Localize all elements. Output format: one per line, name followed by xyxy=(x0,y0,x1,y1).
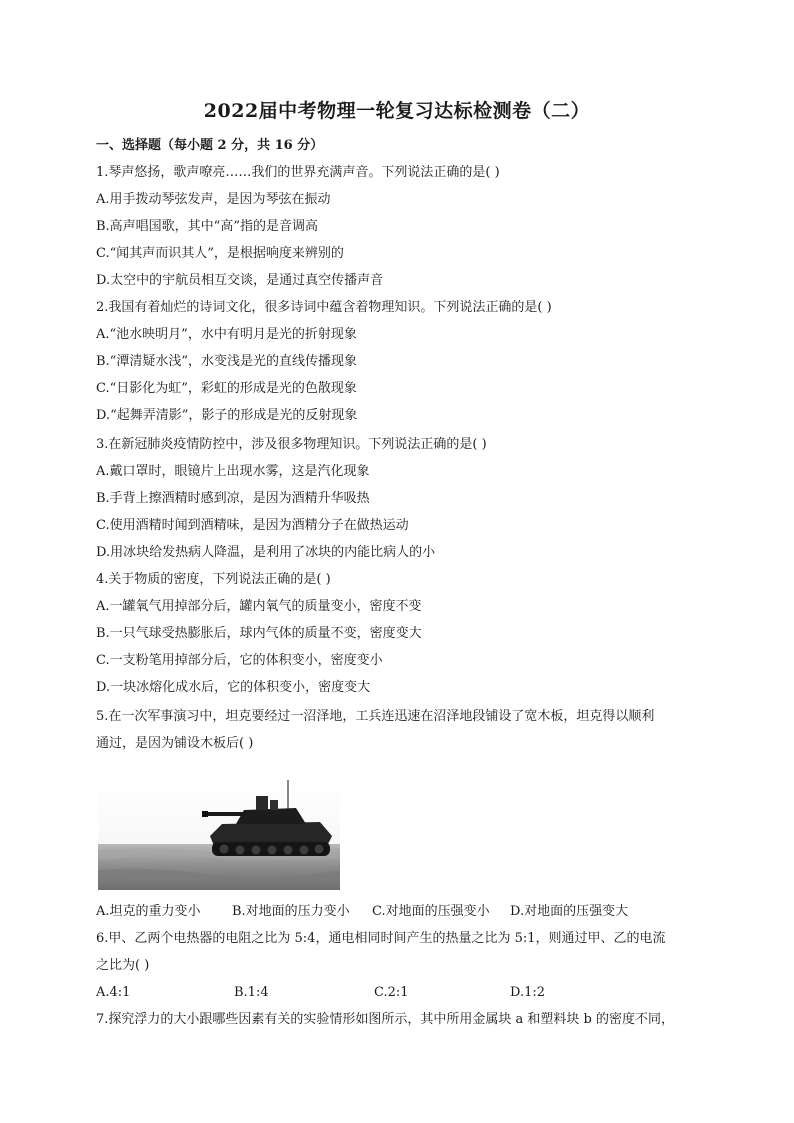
q7-stem-line1: 7.探究浮力的大小跟哪些因素有关的实验情形如图所示，其中所用金属块 a 和塑料块 b 的密度不同， xyxy=(96,1012,675,1027)
q1-option-b: B.高声唱国歌，其中“高”指的是音调高 xyxy=(96,219,318,234)
q3-option-d: D.用冰块给发热病人降温，是利用了冰块的内能比病人的小 xyxy=(96,545,436,560)
q4-option-a: A.一罐氧气用掉部分后，罐内氧气的质量变小，密度不变 xyxy=(96,599,422,614)
q4-option-b: B.一只气球受热膨胀后，球内气体的质量不变，密度变大 xyxy=(96,626,422,641)
q6-option-c: C.2:1 xyxy=(374,985,409,1000)
q2-option-c: C.“日影化为虹”，彩虹的形成是光的色散现象 xyxy=(96,381,357,396)
q6-stem-line1: 6.甲、乙两个电热器的电阻之比为 5:4，通电相同时间产生的热量之比为 5:1，则通过甲、乙的电流 xyxy=(96,931,666,946)
q1-stem: 1.琴声悠扬，歌声嘹亮……我们的世界充满声音。下列说法正确的是( ) xyxy=(96,165,500,180)
q3-stem: 3.在新冠肺炎疫情防控中，涉及很多物理知识。下列说法正确的是( ) xyxy=(96,437,487,452)
tank-photo xyxy=(98,778,340,890)
q4-stem: 4.关于物质的密度，下列说法正确的是( ) xyxy=(96,572,331,587)
q2-stem: 2.我国有着灿烂的诗词文化，很多诗词中蕴含着物理知识。下列说法正确的是( ) xyxy=(96,300,552,315)
q1-option-d: D.太空中的宇航员相互交谈，是通过真空传播声音 xyxy=(96,273,384,288)
q6-option-a: A.4:1 xyxy=(96,985,131,1000)
q3-option-a: A.戴口罩时，眼镜片上出现水雾，这是汽化现象 xyxy=(96,464,370,479)
q1-option-a: A.用手拨动琴弦发声，是因为琴弦在振动 xyxy=(96,192,331,207)
q6-option-b: B.1:4 xyxy=(234,985,269,1000)
q5-option-b: B.对地面的压力变小 xyxy=(232,904,350,919)
q4-option-d: D.一块冰熔化成水后，它的体积变小，密度变大 xyxy=(96,680,371,695)
q4-option-c: C.一支粉笔用掉部分后，它的体积变小，密度变小 xyxy=(96,653,383,668)
q5-option-d: D.对地面的压强变大 xyxy=(510,904,629,919)
q5-stem-line2: 通过，是因为铺设木板后( ) xyxy=(96,736,254,751)
q3-option-c: C.使用酒精时闻到酒精味，是因为酒精分子在做热运动 xyxy=(96,518,409,533)
q5-option-c: C.对地面的压强变小 xyxy=(372,904,490,919)
section-heading: 一、选择题（每小题 2 分，共 16 分） xyxy=(96,138,324,153)
q2-option-b: B.“潭清疑水浅”，水变浅是光的直线传播现象 xyxy=(96,354,357,369)
q3-option-b: B.手背上擦酒精时感到凉，是因为酒精升华吸热 xyxy=(96,491,370,506)
q6-stem-line2: 之比为( ) xyxy=(96,958,150,973)
q5-options xyxy=(96,902,628,922)
q1-option-c: C.“闻其声而识其人”，是根据响度来辨别的 xyxy=(96,246,344,261)
q2-option-d: D.“起舞弄清影”，影子的形成是光的反射现象 xyxy=(96,408,358,423)
q6-option-d: D.1:2 xyxy=(510,985,546,1000)
q6-options xyxy=(96,983,545,1003)
page-title: 2022届中考物理一轮复习达标检测卷（二） xyxy=(203,100,591,122)
q5-option-a: A.坦克的重力变小 xyxy=(96,904,201,919)
q2-option-a: A.“池水映明月”，水中有明月是光的折射现象 xyxy=(96,327,357,342)
q5-stem-line1: 5.在一次军事演习中，坦克要经过一沼泽地，工兵连迅速在沼泽地段铺设了宽木板，坦克得以顺利 xyxy=(96,709,655,724)
